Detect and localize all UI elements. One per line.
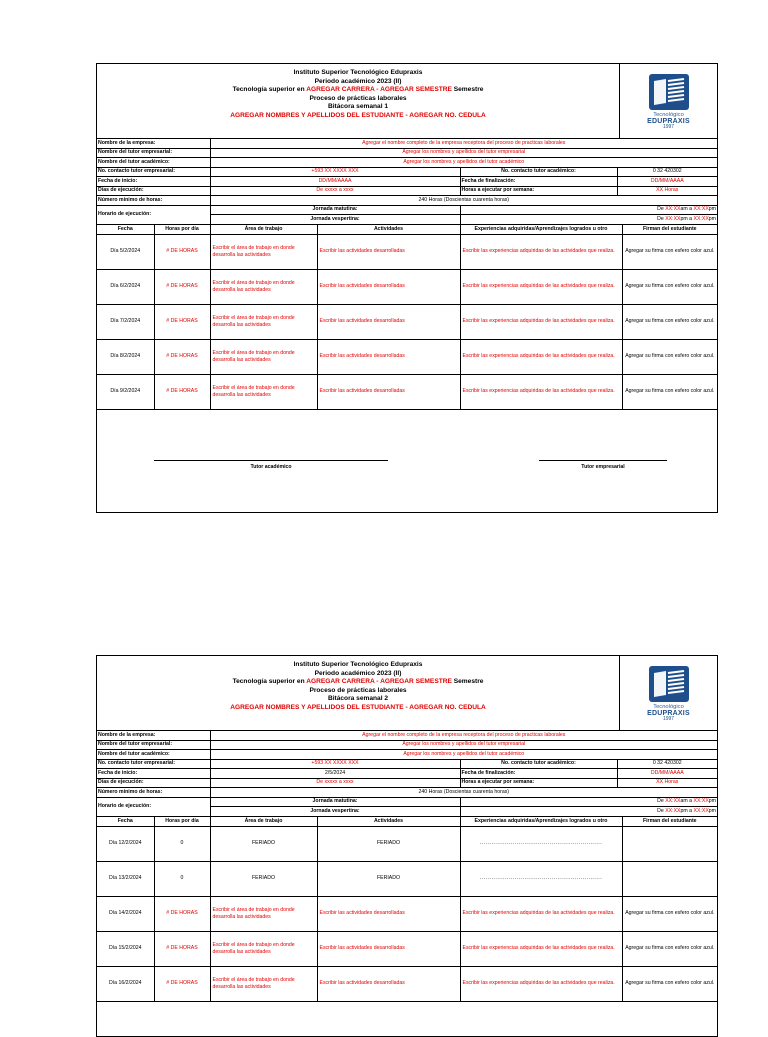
cell-area: FERIADO — [210, 826, 317, 861]
edupraxis-emblem-icon — [646, 73, 692, 111]
label-horas-semana: Horas a ejecutar por semana: — [460, 186, 617, 196]
column-header: Experiencias adquiridas/Aprendizajes logrados u otro — [460, 817, 622, 827]
cell-actividades: Escribir las actividades desarrolladas — [317, 374, 460, 409]
value-minimo-horas: 240 Horas (Doscientas cuarenta horas) — [210, 196, 717, 206]
cell-experiencias: Escribir las experiencias adquiridas de las actividades que realiza. — [460, 304, 622, 339]
value-tutor-academico: Agregar los nombres y apellidos del tutor académico — [210, 158, 717, 168]
cell-horas: # DE HORAS — [154, 374, 210, 409]
value-vespertina: De XX:XXpm a XX:XXpm — [460, 215, 717, 225]
label-matutina: Jornada matutina: — [210, 797, 460, 807]
cell-experiencias: Escribir las experiencias adquiridas de las actividades que realiza. — [460, 269, 622, 304]
cell-area: Escribir el área de trabajo en donde desarrolla las actividades — [210, 304, 317, 339]
value-fecha-fin: DD/MM/AAAA — [617, 177, 717, 187]
label-tutor-academico: Nombre del tutor académico: — [97, 158, 210, 168]
cell-experiencias: Escribir las experiencias adquiridas de las actividades que realiza. — [460, 339, 622, 374]
cell-firma: Agregar su firma con esfero color azul. — [622, 234, 717, 269]
cell-area: Escribir el área de trabajo en donde desarrolla las actividades — [210, 339, 317, 374]
cell-firma — [622, 826, 717, 861]
header-text — [97, 661, 619, 713]
value-horas-semana: XX Horas — [617, 778, 717, 788]
label-contacto-empresarial: No. contacto tutor empresarial: — [97, 167, 210, 177]
value-contacto-academico: 0 32 420302 — [617, 759, 717, 769]
cell-firma: Agregar su firma con esfero color azul. — [622, 966, 717, 1001]
cell-fecha: Día 12/2/2024 — [97, 826, 154, 861]
column-header: Firman del estudiante — [622, 817, 717, 827]
cell-fecha: Día 15/2/2024 — [97, 931, 154, 966]
value-horas-semana: XX Horas — [617, 186, 717, 196]
value-empresa: Agregar el nombre completo de la empresa receptora del proceso de practicas laborales — [210, 731, 717, 740]
column-header: Actividades — [317, 817, 460, 827]
academic-period: Periodo académico 2023 (II) — [314, 77, 402, 85]
signature-line-empresarial — [539, 460, 667, 461]
label-horas-semana: Horas a ejecutar por semana: — [460, 778, 617, 788]
label-matutina: Jornada matutina: — [210, 205, 460, 215]
edupraxis-emblem-icon — [646, 665, 692, 703]
cell-fecha: Día 14/2/2024 — [97, 896, 154, 931]
label-horario: Horario de ejecución: — [97, 797, 210, 816]
cell-fecha: Día 5/2/2024 — [97, 234, 154, 269]
value-fecha-inicio: DD/MM/AAAA — [210, 177, 460, 187]
signature-line-academico — [154, 460, 388, 461]
academic-period: Periodo académico 2023 (II) — [314, 669, 402, 677]
label-vespertina: Jornada vespertina: — [210, 807, 460, 817]
sheet-header — [97, 64, 717, 139]
cell-fecha: Día 7/2/2024 — [97, 304, 154, 339]
value-dias: De xxxxx a xxxx — [210, 186, 460, 196]
cell-actividades: Escribir las actividades desarrolladas — [317, 234, 460, 269]
cell-fecha: Día 13/2/2024 — [97, 861, 154, 896]
column-header: Horas por día — [154, 817, 210, 827]
cell-actividades: Escribir las actividades desarrolladas — [317, 339, 460, 374]
table-row — [97, 931, 717, 966]
value-empresa: Agregar el nombre completo de la empresa receptora del proceso de practicas laborales — [210, 139, 717, 148]
info-table — [97, 731, 717, 817]
bitacora-sheet-week-1 — [96, 63, 718, 513]
value-fecha-inicio: 2/5/2024 — [210, 769, 460, 779]
signature-area — [97, 410, 717, 510]
activity-log-table — [97, 225, 717, 410]
label-horario: Horario de ejecución: — [97, 205, 210, 224]
label-dias: Días de ejecución: — [97, 778, 210, 788]
logo-year: 1997 — [662, 123, 675, 130]
cell-horas: # DE HORAS — [154, 269, 210, 304]
cell-horas: # DE HORAS — [154, 966, 210, 1001]
table-row — [97, 896, 717, 931]
cell-horas: 0 — [154, 861, 210, 896]
cell-area: Escribir el área de trabajo en donde desarrolla las actividades — [210, 234, 317, 269]
process-title: Proceso de prácticas laborales — [309, 686, 407, 694]
logo-tecnologico: Tecnológico — [653, 703, 684, 710]
institution-name: Instituto Superior Tecnológico Edupraxis — [293, 69, 423, 76]
cell-actividades: Escribir las actividades desarrolladas — [317, 896, 460, 931]
cell-horas: # DE HORAS — [154, 896, 210, 931]
institution-name: Instituto Superior Tecnológico Edupraxis — [293, 661, 423, 668]
process-title: Proceso de prácticas laborales — [309, 94, 407, 102]
value-vespertina: De XX:XXpm a XX:XXpm — [460, 807, 717, 817]
cell-horas: # DE HORAS — [154, 234, 210, 269]
value-minimo-horas: 240 Horas (Doscientas cuarenta horas) — [210, 788, 717, 798]
cell-actividades: FERIADO — [317, 826, 460, 861]
cell-area: Escribir el área de trabajo en donde desarrolla las actividades — [210, 931, 317, 966]
label-fecha-fin: Fecha de finalización: — [460, 177, 617, 187]
column-header: Fecha — [97, 817, 154, 827]
value-tutor-empresarial: Agregar los nombres y apellidos del tutor empresarial — [210, 740, 717, 750]
cell-horas: # DE HORAS — [154, 304, 210, 339]
student-placeholder: AGREGAR NOMBRES Y APELLIDOS DEL ESTUDIANTE - AGREGAR NO. CEDULA — [230, 111, 486, 119]
cell-area: Escribir el área de trabajo en donde desarrolla las actividades — [210, 269, 317, 304]
label-contacto-academico: No. contacto tutor académico: — [460, 167, 617, 177]
value-contacto-empresarial: +593 XX XXXX XXX — [210, 167, 460, 177]
logo-tecnologico: Tecnológico — [653, 111, 684, 118]
value-fecha-fin: DD/MM/AAAA — [617, 769, 717, 779]
career-placeholder: AGREGAR CARRERA - AGREGAR SEMESTRE — [306, 86, 452, 94]
cell-area: FERIADO — [210, 861, 317, 896]
cell-actividades: Escribir las actividades desarrolladas — [317, 931, 460, 966]
cell-experiencias: Escribir las experiencias adquiridas de las actividades que realiza. — [460, 931, 622, 966]
week-title: Bitácora semanal 2 — [327, 695, 389, 703]
cell-actividades: FERIADO — [317, 861, 460, 896]
label-fecha-inicio: Fecha de inicio: — [97, 769, 210, 779]
cell-area: Escribir el área de trabajo en donde desarrolla las actividades — [210, 374, 317, 409]
label-tutor-empresarial: Nombre del tutor empresarial: — [97, 148, 210, 158]
cell-firma: Agregar su firma con esfero color azul. — [622, 339, 717, 374]
cell-experiencias: Escribir las experiencias adquiridas de las actividades que realiza. — [460, 896, 622, 931]
value-tutor-academico: Agregar los nombres y apellidos del tutor académico — [210, 750, 717, 760]
table-row — [97, 374, 717, 409]
logo-name: EDUPRAXIS — [647, 117, 690, 125]
logo-year: 1997 — [662, 715, 675, 722]
label-fecha-inicio: Fecha de inicio: — [97, 177, 210, 187]
cell-fecha: Día 8/2/2024 — [97, 339, 154, 374]
cell-firma — [622, 861, 717, 896]
logo-name: EDUPRAXIS — [647, 709, 690, 717]
cell-firma: Agregar su firma con esfero color azul. — [622, 304, 717, 339]
value-dias: De xxxxx a xxxx — [210, 778, 460, 788]
cell-firma: Agregar su firma con esfero color azul. — [622, 269, 717, 304]
label-contacto-academico: No. contacto tutor académico: — [460, 759, 617, 769]
cell-actividades: Escribir las actividades desarrolladas — [317, 966, 460, 1001]
cell-firma: Agregar su firma con esfero color azul. — [622, 931, 717, 966]
cell-experiencias: ............................................................... — [460, 861, 622, 896]
cell-firma: Agregar su firma con esfero color azul. — [622, 896, 717, 931]
cell-horas: # DE HORAS — [154, 931, 210, 966]
cell-actividades: Escribir las actividades desarrolladas — [317, 304, 460, 339]
column-header: Área de trabajo — [210, 817, 317, 827]
table-row-holiday — [97, 861, 717, 896]
table-row-holiday — [97, 826, 717, 861]
cell-firma: Agregar su firma con esfero color azul. — [622, 374, 717, 409]
cell-area: Escribir el área de trabajo en donde desarrolla las actividades — [210, 896, 317, 931]
label-dias: Días de ejecución: — [97, 186, 210, 196]
cell-experiencias: Escribir las experiencias adquiridas de las actividades que realiza. — [460, 374, 622, 409]
table-row — [97, 304, 717, 339]
column-header: Horas por día — [154, 225, 210, 235]
table-header-row — [97, 225, 717, 235]
bitacora-sheet-week-2 — [96, 655, 718, 1037]
signature-label-empresarial: Tutor empresarial — [581, 463, 625, 470]
career-line: Tecnología superior en AGREGAR CARRERA - AGREGAR SEMESTRE Semestre — [232, 678, 484, 686]
activity-log-table — [97, 817, 717, 1002]
sheet-header — [97, 656, 717, 731]
edupraxis-logo — [619, 64, 717, 138]
edupraxis-logo — [619, 656, 717, 730]
career-line: Tecnología superior en AGREGAR CARRERA - AGREGAR SEMESTRE Semestre — [232, 86, 484, 94]
label-fecha-fin: Fecha de finalización: — [460, 769, 617, 779]
value-matutina: De XX:XXam a XX:XXpm — [460, 205, 717, 215]
value-tutor-empresarial: Agregar los nombres y apellidos del tutor empresarial — [210, 148, 717, 158]
column-header: Actividades — [317, 225, 460, 235]
table-row — [97, 269, 717, 304]
column-header: Fecha — [97, 225, 154, 235]
column-header: Área de trabajo — [210, 225, 317, 235]
column-header: Firman del estudiante — [622, 225, 717, 235]
label-contacto-empresarial: No. contacto tutor empresarial: — [97, 759, 210, 769]
week-title: Bitácora semanal 1 — [327, 103, 389, 111]
cell-area: Escribir el área de trabajo en donde desarrolla las actividades — [210, 966, 317, 1001]
cell-fecha: Día 16/2/2024 — [97, 966, 154, 1001]
signature-label-academico: Tutor académico — [250, 463, 292, 470]
info-table — [97, 139, 717, 225]
cell-experiencias: Escribir las experiencias adquiridas de las actividades que realiza. — [460, 234, 622, 269]
label-empresa: Nombre de la empresa: — [97, 139, 210, 148]
table-row — [97, 966, 717, 1001]
label-tutor-empresarial: Nombre del tutor empresarial: — [97, 740, 210, 750]
column-header: Experiencias adquiridas/Aprendizajes logrados u otro — [460, 225, 622, 235]
cell-experiencias: ............................................................... — [460, 826, 622, 861]
value-contacto-empresarial: +593 XX XXXX XXX — [210, 759, 460, 769]
cell-horas: # DE HORAS — [154, 339, 210, 374]
header-text — [97, 69, 619, 121]
cell-horas: 0 — [154, 826, 210, 861]
value-contacto-academico: 0 32 420302 — [617, 167, 717, 177]
label-vespertina: Jornada vespertina: — [210, 215, 460, 225]
cell-actividades: Escribir las actividades desarrolladas — [317, 269, 460, 304]
cell-fecha: Día 6/2/2024 — [97, 269, 154, 304]
label-tutor-academico: Nombre del tutor académico: — [97, 750, 210, 760]
cell-fecha: Día 9/2/2024 — [97, 374, 154, 409]
table-header-row — [97, 817, 717, 827]
label-minimo-horas: Número mínimo de horas: — [97, 788, 210, 798]
cell-experiencias: Escribir las experiencias adquiridas de las actividades que realiza. — [460, 966, 622, 1001]
table-row — [97, 234, 717, 269]
career-placeholder: AGREGAR CARRERA - AGREGAR SEMESTRE — [306, 678, 452, 686]
table-row — [97, 339, 717, 374]
label-minimo-horas: Número mínimo de horas: — [97, 196, 210, 206]
value-matutina: De XX:XXam a XX:XXpm — [460, 797, 717, 807]
label-empresa: Nombre de la empresa: — [97, 731, 210, 740]
student-placeholder: AGREGAR NOMBRES Y APELLIDOS DEL ESTUDIANTE - AGREGAR NO. CEDULA — [230, 703, 486, 711]
